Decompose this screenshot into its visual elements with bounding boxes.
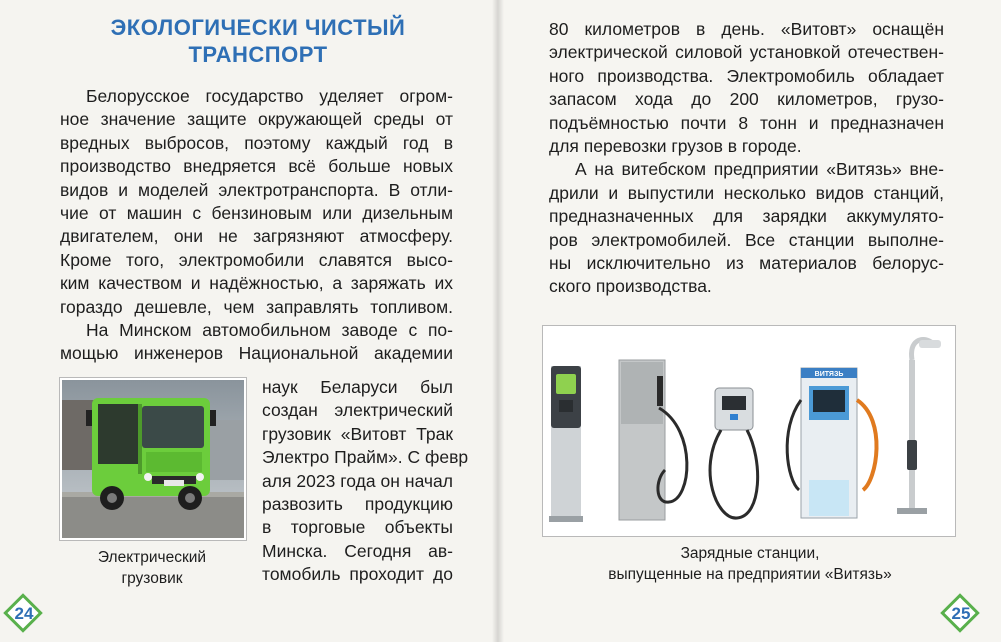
charging-stations-photo [542, 325, 956, 537]
text-line: мощью инженеров Национальной академии [60, 343, 453, 364]
text-line: ны исключительно из материалов белорус- [549, 252, 944, 273]
text-line: для перевозки грузов в городе. [549, 135, 802, 156]
text-line: электрической силовой установкой отечествен- [549, 42, 944, 63]
station-1 [549, 366, 583, 522]
text-line: томобиль проходит до [262, 564, 453, 585]
left-main-text [60, 85, 453, 366]
left-page [0, 0, 498, 642]
truck-caption [62, 547, 242, 589]
caption-line: выпущенные на предприятии «Витязь» [608, 566, 892, 583]
station-brand-label: ВИТЯЗЬ [814, 371, 844, 378]
text-line: подъёмностью почти 8 тонн и предназначен [549, 112, 944, 133]
right-main-text [549, 18, 944, 299]
page-number-left [6, 596, 42, 632]
page-number-right [943, 596, 979, 632]
title-line-2: ТРАНСПОРТ [188, 42, 328, 67]
text-line: запасом хода до 200 километров, грузо- [549, 89, 944, 110]
stations-caption [560, 543, 940, 585]
text-line: вредных выбросов, поэтому каждый год в [60, 132, 453, 153]
text-line: 80 километров в день. «Витовт» оснащён [549, 19, 944, 39]
text-line: ким качеством и надёжностью, а заряжать их [60, 273, 453, 294]
page-title [62, 14, 454, 68]
page-number-text: 24 [14, 604, 34, 623]
title-line-1: ЭКОЛОГИЧЕСКИ ЧИСТЫЙ [110, 15, 406, 40]
text-line: двигателем, они не загрязняют атмосферу. [60, 226, 453, 247]
caption-line: Электрический [97, 549, 207, 566]
text-line: ров электромобилей. Все станции выполне- [549, 229, 944, 250]
text-line: Электро Прайм». С февр [262, 447, 469, 468]
text-line: дрили и выпустили несколько видов станций, [549, 182, 944, 203]
text-line: Минска. Сегодня ав- [262, 540, 453, 561]
truck-illustration [62, 380, 244, 538]
text-line: в торговые объекты [262, 517, 453, 538]
text-line: гораздо дешевле, чем заправлять топливом. [60, 296, 453, 317]
text-line: видов и моделей электротранспорта. В отли- [60, 179, 453, 200]
left-side-text [262, 376, 469, 587]
caption-line: грузовик [121, 570, 183, 587]
text-line: производство внедряется всё больше новых [60, 156, 453, 177]
text-line: ского производства. [549, 276, 712, 297]
book-spine [492, 0, 504, 642]
truck-photo [59, 377, 247, 541]
text-line: ное значение защите окружающей среды от [60, 109, 453, 130]
text-line: А на витебском предприятии «Витязь» вне- [575, 159, 944, 180]
text-line: ного производства. Электромобиль обладает [549, 65, 944, 86]
text-line: чие от машин с бензиновым или дизельным [60, 202, 453, 223]
text-line: грузовик «Витовт Трак [262, 423, 453, 444]
text-line: На Минском автомобильном заводе с по- [86, 319, 453, 340]
caption-line: Зарядные станции, [680, 545, 820, 562]
text-line: аля 2023 года он начал [262, 470, 453, 491]
charging-stations-illustration [547, 330, 951, 532]
text-line: развозить продукцию [262, 493, 453, 514]
text-line: наук Беларуси был [262, 377, 453, 397]
text-line: создан электрический [262, 400, 453, 421]
text-line: Белорусское государство уделяет огром- [86, 86, 453, 106]
text-line: предназначенных для зарядки аккумулято- [549, 206, 944, 227]
text-line: Кроме того, электромобили славятся высо- [60, 249, 453, 270]
page-number-text: 25 [951, 604, 971, 623]
